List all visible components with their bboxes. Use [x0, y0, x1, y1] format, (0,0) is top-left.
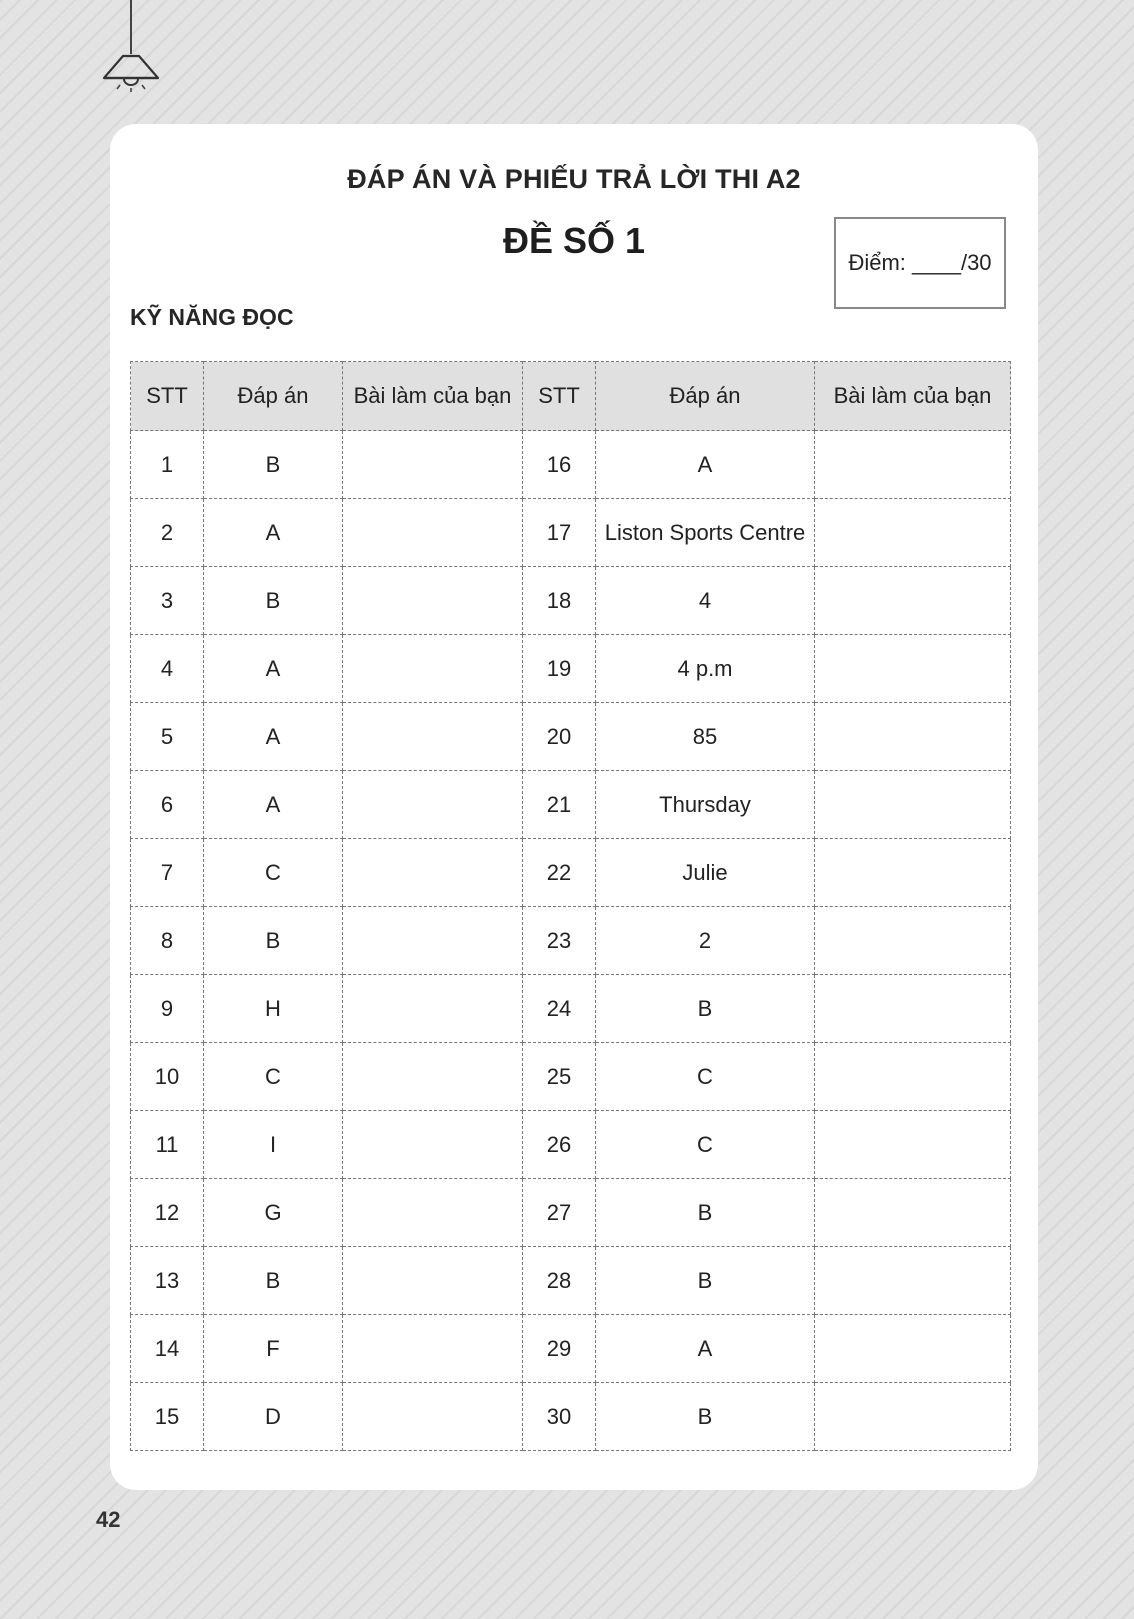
table-row: [131, 1247, 1011, 1315]
answer-cell: A: [204, 499, 343, 567]
answer-cell: H: [204, 975, 343, 1043]
your-answer-cell[interactable]: [343, 635, 523, 703]
question-number: 4: [131, 635, 204, 703]
your-answer-cell[interactable]: [815, 1111, 1011, 1179]
your-answer-cell[interactable]: [343, 567, 523, 635]
your-answer-cell[interactable]: [343, 431, 523, 499]
score-text: Điểm: ____/30: [848, 250, 992, 275]
your-answer-cell[interactable]: [815, 839, 1011, 907]
lamp-icon: [96, 0, 166, 100]
your-answer-cell[interactable]: [815, 703, 1011, 771]
table-row: [131, 771, 1011, 839]
your-answer-cell[interactable]: [343, 1315, 523, 1383]
question-number: 15: [131, 1383, 204, 1451]
answer-cell: 4 p.m: [596, 635, 815, 703]
question-number: 1: [131, 431, 204, 499]
answer-cell: F: [204, 1315, 343, 1383]
question-number: 25: [523, 1043, 596, 1111]
answer-cell: D: [204, 1383, 343, 1451]
table-row: [131, 703, 1011, 771]
question-number: 3: [131, 567, 204, 635]
question-number: 24: [523, 975, 596, 1043]
answer-cell: B: [204, 567, 343, 635]
your-answer-cell[interactable]: [815, 431, 1011, 499]
column-header-stt: STT: [523, 362, 596, 431]
question-number: 8: [131, 907, 204, 975]
your-answer-cell[interactable]: [815, 907, 1011, 975]
question-number: 17: [523, 499, 596, 567]
answer-cell: C: [204, 839, 343, 907]
answer-cell: 85: [596, 703, 815, 771]
table-header-row: [131, 362, 1011, 431]
your-answer-cell[interactable]: [815, 1383, 1011, 1451]
your-answer-cell[interactable]: [343, 975, 523, 1043]
answer-cell: B: [596, 1383, 815, 1451]
table-row: [131, 975, 1011, 1043]
table-row: [131, 839, 1011, 907]
column-header-answer: Đáp án: [596, 362, 815, 431]
your-answer-cell[interactable]: [815, 499, 1011, 567]
question-number: 18: [523, 567, 596, 635]
your-answer-cell[interactable]: [815, 975, 1011, 1043]
table-row: [131, 499, 1011, 567]
question-number: 11: [131, 1111, 204, 1179]
answer-cell: A: [204, 771, 343, 839]
question-number: 7: [131, 839, 204, 907]
your-answer-cell[interactable]: [815, 771, 1011, 839]
question-number: 27: [523, 1179, 596, 1247]
answer-sheet-card: [110, 124, 1038, 1490]
answer-cell: B: [204, 1247, 343, 1315]
answer-cell: I: [204, 1111, 343, 1179]
your-answer-cell[interactable]: [343, 1383, 523, 1451]
your-answer-cell[interactable]: [815, 1043, 1011, 1111]
table-row: [131, 1111, 1011, 1179]
your-answer-cell[interactable]: [815, 567, 1011, 635]
answer-cell: G: [204, 1179, 343, 1247]
your-answer-cell[interactable]: [815, 1315, 1011, 1383]
your-answer-cell[interactable]: [343, 839, 523, 907]
score-box: [834, 217, 1006, 309]
answer-table: [130, 361, 1011, 1451]
answer-cell: Thursday: [596, 771, 815, 839]
your-answer-cell[interactable]: [343, 1247, 523, 1315]
column-header-your-work: Bài làm của bạn: [343, 362, 523, 431]
answer-cell: B: [204, 907, 343, 975]
question-number: 21: [523, 771, 596, 839]
question-number: 5: [131, 703, 204, 771]
question-number: 23: [523, 907, 596, 975]
exam-number-title: ĐỀ SỐ 1: [502, 220, 646, 261]
question-number: 14: [131, 1315, 204, 1383]
table-row: [131, 635, 1011, 703]
your-answer-cell[interactable]: [815, 635, 1011, 703]
question-number: 9: [131, 975, 204, 1043]
your-answer-cell[interactable]: [343, 499, 523, 567]
section-heading: KỸ NĂNG ĐỌC: [130, 304, 294, 330]
answer-cell: B: [596, 975, 815, 1043]
your-answer-cell[interactable]: [343, 703, 523, 771]
your-answer-cell[interactable]: [815, 1247, 1011, 1315]
your-answer-cell[interactable]: [343, 771, 523, 839]
answer-cell: Julie: [596, 839, 815, 907]
table-row: [131, 1315, 1011, 1383]
question-number: 28: [523, 1247, 596, 1315]
question-number: 26: [523, 1111, 596, 1179]
your-answer-cell[interactable]: [343, 1043, 523, 1111]
question-number: 10: [131, 1043, 204, 1111]
answer-cell: B: [204, 431, 343, 499]
question-number: 12: [131, 1179, 204, 1247]
answer-cell: A: [204, 703, 343, 771]
question-number: 16: [523, 431, 596, 499]
answer-cell: A: [596, 431, 815, 499]
column-header-answer: Đáp án: [204, 362, 343, 431]
column-header-your-work: Bài làm của bạn: [815, 362, 1011, 431]
question-number: 30: [523, 1383, 596, 1451]
answer-cell: C: [596, 1043, 815, 1111]
answer-cell: 4: [596, 567, 815, 635]
table-row: [131, 1383, 1011, 1451]
answer-cell: A: [596, 1315, 815, 1383]
column-header-stt: STT: [131, 362, 204, 431]
your-answer-cell[interactable]: [343, 1111, 523, 1179]
page-number: 42: [96, 1507, 121, 1532]
question-number: 20: [523, 703, 596, 771]
answer-cell: 2: [596, 907, 815, 975]
question-number: 6: [131, 771, 204, 839]
page-title: ĐÁP ÁN VÀ PHIẾU TRẢ LỜI THI A2: [347, 164, 801, 194]
answer-cell: B: [596, 1247, 815, 1315]
table-row: [131, 907, 1011, 975]
table-row: [131, 1043, 1011, 1111]
table-row: [131, 567, 1011, 635]
question-number: 2: [131, 499, 204, 567]
answer-cell: Liston Sports Centre: [596, 499, 815, 567]
answer-cell: C: [596, 1111, 815, 1179]
table-row: [131, 431, 1011, 499]
your-answer-cell[interactable]: [343, 1179, 523, 1247]
answer-cell: B: [596, 1179, 815, 1247]
question-number: 13: [131, 1247, 204, 1315]
question-number: 22: [523, 839, 596, 907]
question-number: 19: [523, 635, 596, 703]
table-row: [131, 1179, 1011, 1247]
your-answer-cell[interactable]: [343, 907, 523, 975]
your-answer-cell[interactable]: [815, 1179, 1011, 1247]
answer-cell: C: [204, 1043, 343, 1111]
answer-cell: A: [204, 635, 343, 703]
question-number: 29: [523, 1315, 596, 1383]
